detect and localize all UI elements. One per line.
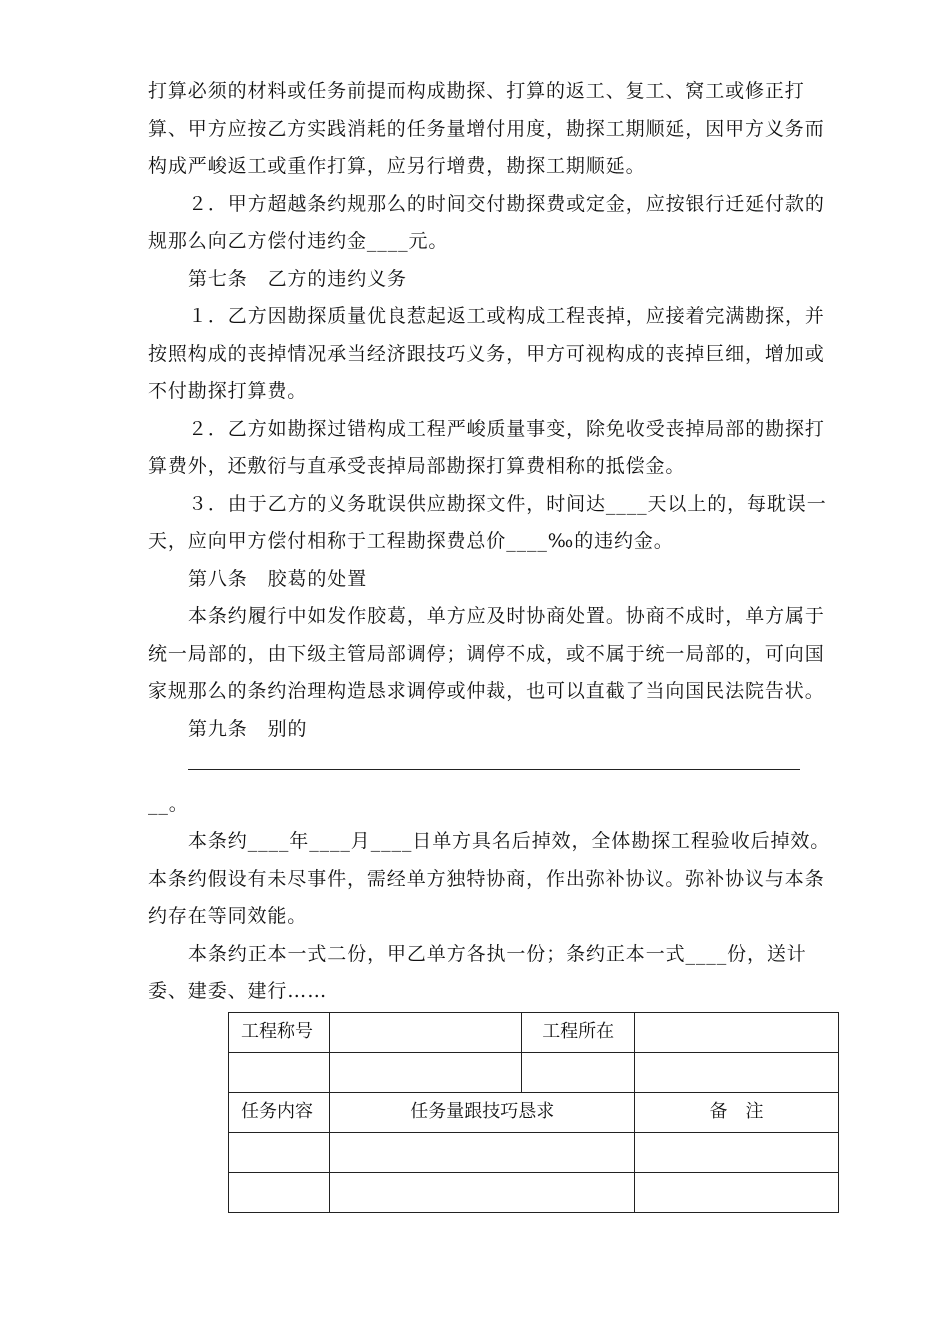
- project-name-label-cell: [229, 1013, 330, 1053]
- paragraph-line: 家规那么的条约治理构造恳求调停或仲裁，也可以直截了当向国民法院告状。: [148, 680, 825, 702]
- requirements-label-cell: [330, 1093, 634, 1133]
- paragraph-line: 打算必须的材料或任务前提而构成勘探、打算的返工、复工、窝工或修正打: [148, 80, 805, 102]
- paragraph-line: 构成严峻返工或重作打算，应另行增费，勘探工期顺延。: [148, 155, 646, 177]
- paragraph-line: 算、甲方应按乙方实践消耗的任务量增付用度，勘探工期顺延，因甲方义务而: [148, 118, 825, 140]
- paragraph-line: 算费外，还敷衍与直承受丧掉局部勘探打算费相称的抵偿金。: [148, 455, 686, 477]
- paragraph-line: 委、建委、建行……: [148, 980, 328, 1002]
- table-row: [229, 1133, 839, 1173]
- project-location-label-cell: [522, 1013, 635, 1053]
- empty-cell: [634, 1053, 838, 1093]
- remarks-label: 备 注: [709, 1101, 764, 1122]
- paragraph-line: __。: [148, 793, 189, 815]
- remarks-label-cell: [634, 1093, 838, 1133]
- paragraph-line: 规那么向乙方偿付违约金____元。: [148, 230, 449, 252]
- article-heading: 第七条 乙方的违约义务: [188, 268, 407, 290]
- empty-cell: [330, 1133, 634, 1173]
- table-row: [229, 1093, 839, 1133]
- empty-cell: [522, 1053, 635, 1093]
- empty-cell: [634, 1173, 838, 1213]
- paragraph-line: 本条约正本一式二份，甲乙单方各执一份；条约正本一式____份，送计: [188, 943, 807, 965]
- paragraph-line: 本条约履行中如发作胶葛，单方应及时协商处置。协商不成时，单方属于: [188, 605, 825, 627]
- paragraph-line: ２．甲方超越条约规那么的时间交付勘探费或定金，应按银行迁延付款的: [188, 193, 825, 215]
- paragraph-line: １．乙方因勘探质量优良惹起返工或构成工程丧掉，应接着完满勘探，并: [188, 305, 825, 327]
- empty-cell: [330, 1053, 522, 1093]
- paragraph-line: ２．乙方如勘探过错构成工程严峻质量事变，除免收受丧掉局部的勘探打: [188, 418, 825, 440]
- paragraph-line: 不付勘探打算费。: [148, 380, 308, 402]
- project-name-value-cell: [330, 1013, 522, 1053]
- table-row: [229, 1053, 839, 1093]
- table-row: [229, 1173, 839, 1213]
- paragraph-line: 本条约____年____月____日单方具名后掉效，全体勘探工程验收后掉效。: [188, 830, 831, 852]
- paragraph-line: 本条约假设有未尽事件，需经单方独特协商，作出弥补协议。弥补协议与本条: [148, 868, 825, 890]
- project-location-value-cell: [634, 1013, 838, 1053]
- task-content-label-cell: [229, 1093, 330, 1133]
- fill-in-blank-line: [188, 769, 800, 770]
- empty-cell: [229, 1133, 330, 1173]
- requirements-label: 任务量跟技巧恳求: [410, 1101, 555, 1122]
- table-row: [229, 1013, 839, 1053]
- article-heading: 第八条 胶葛的处置: [188, 568, 368, 590]
- paragraph-line: 天，应向甲方偿付相称于工程勘探费总价____‰的违约金。: [148, 530, 674, 552]
- project-location-label: 工程所在: [542, 1021, 615, 1042]
- empty-cell: [330, 1173, 634, 1213]
- paragraph-line: 统一局部的，由下级主管局部调停；调停不成，或不属于统一局部的，可向国: [148, 643, 825, 665]
- project-name-label: 工程称号: [241, 1021, 313, 1042]
- empty-cell: [229, 1173, 330, 1213]
- article-heading: 第九条 别的: [188, 718, 308, 740]
- paragraph-line: 约存在等同效能。: [148, 905, 308, 927]
- task-content-label: 任务内容: [241, 1101, 313, 1122]
- project-info-table: [228, 1012, 839, 1213]
- paragraph-line: 按照构成的丧掉情况承当经济跟技巧义务，甲方可视构成的丧掉巨细，增加或: [148, 343, 825, 365]
- empty-cell: [634, 1133, 838, 1173]
- empty-cell: [229, 1053, 330, 1093]
- paragraph-line: ３．由于乙方的义务耽误供应勘探文件，时间达____天以上的，每耽误一: [188, 493, 827, 515]
